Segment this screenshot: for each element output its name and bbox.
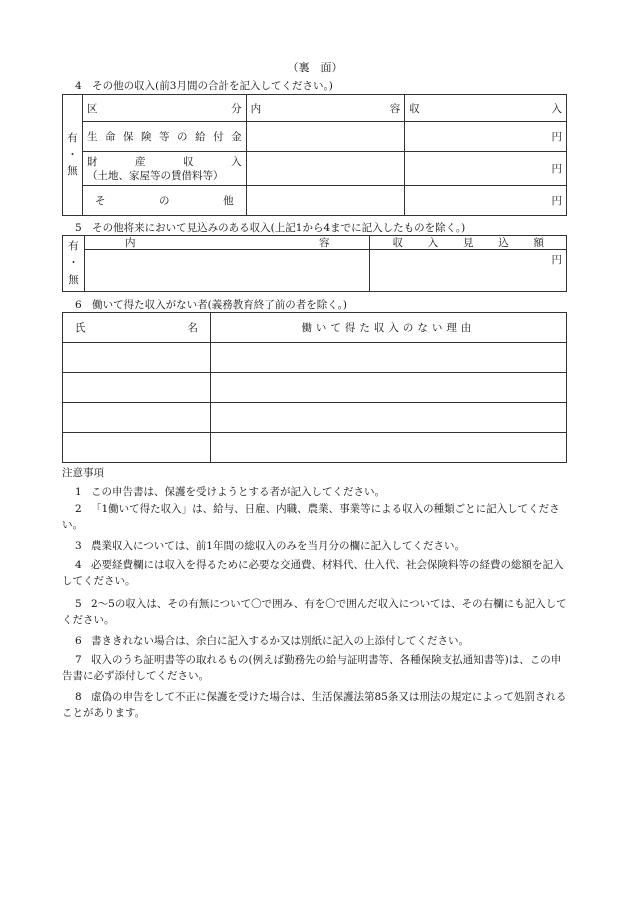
note-text: 「1働いて得た収入」は、給与、日雇、内職、農業、事業等による収入の種類ごとに記入してください。 xyxy=(62,503,560,531)
section-6-table xyxy=(62,312,567,463)
reason-input[interactable] xyxy=(210,343,566,373)
col-mikomi-header: 収 入 見 込 額 xyxy=(370,236,567,250)
note-item xyxy=(62,596,568,628)
note-text: 虚偽の申告をして不正に保護を受けた場合は、生活保護法第85条又は刑法の規定によって処罰されることがあります。 xyxy=(62,691,567,719)
section-5-table xyxy=(62,235,567,292)
note-item xyxy=(62,652,568,684)
note-text: 必要経費欄には収入を得るために必要な交通費、材料代、仕入代、社会保険料等の経費の総額を記入してください。 xyxy=(62,559,564,587)
note-text: 農業収入については、前1年間の総収入のみを当月分の欄に記入してください。 xyxy=(91,540,465,552)
note-number: 6 xyxy=(75,635,82,647)
table-row xyxy=(63,122,567,152)
note-item xyxy=(62,633,568,649)
col-naiyo-header: 内 容 xyxy=(246,95,405,122)
table-row xyxy=(63,433,567,463)
note-number: 8 xyxy=(75,691,82,703)
content-input[interactable] xyxy=(246,122,405,152)
yes-mark: 有 xyxy=(68,240,79,253)
name-input[interactable] xyxy=(63,343,211,373)
table-row xyxy=(63,343,567,373)
note-number: 1 xyxy=(75,486,82,498)
note-number: 7 xyxy=(75,654,82,666)
presence-selector-5[interactable] xyxy=(63,236,85,292)
row-label-cell xyxy=(82,152,246,186)
yes-mark: 有 xyxy=(67,131,78,144)
note-item xyxy=(62,689,568,721)
section-6-title: 6 働いて得た収入がない者(義務教育終了前の者を除く。) xyxy=(75,299,347,311)
col-reason-header: 働いて得た収入のない理由 xyxy=(210,313,566,343)
note-number: 4 xyxy=(75,559,82,571)
page-side-header: （裏 面） xyxy=(287,61,343,74)
name-input[interactable] xyxy=(63,433,211,463)
dot-mark: ・ xyxy=(67,148,78,161)
row-label: 財産収入 xyxy=(86,155,242,168)
note-item xyxy=(62,557,568,589)
row-label: その他 xyxy=(82,186,246,216)
section-4-table xyxy=(62,94,567,216)
note-number: 2 xyxy=(75,503,82,515)
col-kubun-header: 区 分 xyxy=(82,95,246,122)
yen-unit: 円 xyxy=(551,254,562,266)
table-row xyxy=(63,403,567,433)
col-naiyo-header: 内 容 xyxy=(84,236,370,250)
presence-selector-4[interactable] xyxy=(63,95,83,216)
amount-input[interactable] xyxy=(370,250,567,292)
note-text: 収入のうち証明書等の取れるもの(例えば勤務先の給与証明書等、各種保険支払通知書等)は、この申告書に必ず添付してください。 xyxy=(62,654,562,682)
no-mark: 無 xyxy=(68,273,79,286)
yen-unit: 円 xyxy=(551,131,562,143)
note-item xyxy=(62,501,568,533)
content-input[interactable] xyxy=(84,250,370,292)
yen-unit: 円 xyxy=(551,195,562,207)
name-input[interactable] xyxy=(63,373,211,403)
reason-input[interactable] xyxy=(210,373,566,403)
note-item xyxy=(62,484,568,500)
amount-input[interactable] xyxy=(405,122,567,152)
dot-mark: ・ xyxy=(68,257,79,270)
note-item xyxy=(62,538,568,554)
note-text: 書ききれない場合は、余白に記入するか又は別紙に記入の上添付してください。 xyxy=(91,635,469,647)
amount-input[interactable] xyxy=(405,152,567,186)
content-input[interactable] xyxy=(246,186,405,216)
col-name-header: 氏 名 xyxy=(63,313,211,343)
note-number: 5 xyxy=(75,598,82,610)
note-number: 3 xyxy=(75,540,82,552)
section-4-title: 4 その他の収入(前3月間の合計を記入してください。) xyxy=(75,80,333,92)
no-mark: 無 xyxy=(67,165,78,178)
yen-unit: 円 xyxy=(551,163,562,175)
notes-title: 注意事項 xyxy=(62,467,104,479)
table-row xyxy=(63,186,567,216)
table-row xyxy=(63,152,567,186)
amount-input[interactable] xyxy=(405,186,567,216)
col-shunyu-header: 収 入 xyxy=(405,95,567,122)
note-text: 2〜5の収入は、その有無について〇で囲み、有を〇で囲んだ収入については、その右欄にも記入してください。 xyxy=(62,598,567,626)
content-input[interactable] xyxy=(246,152,405,186)
reason-input[interactable] xyxy=(210,403,566,433)
section-5-title: 5 その他将来において見込みのある収入(上記1から4までに記入したものを除く。) xyxy=(75,222,466,234)
row-sublabel: （土地、家屋等の賃借料等） xyxy=(86,169,224,182)
name-input[interactable] xyxy=(63,403,211,433)
table-row xyxy=(63,373,567,403)
note-text: この申告書は、保護を受けようとする者が記入してください。 xyxy=(91,486,385,498)
row-label: 生命保険等の給付金 xyxy=(82,122,246,152)
reason-input[interactable] xyxy=(210,433,566,463)
